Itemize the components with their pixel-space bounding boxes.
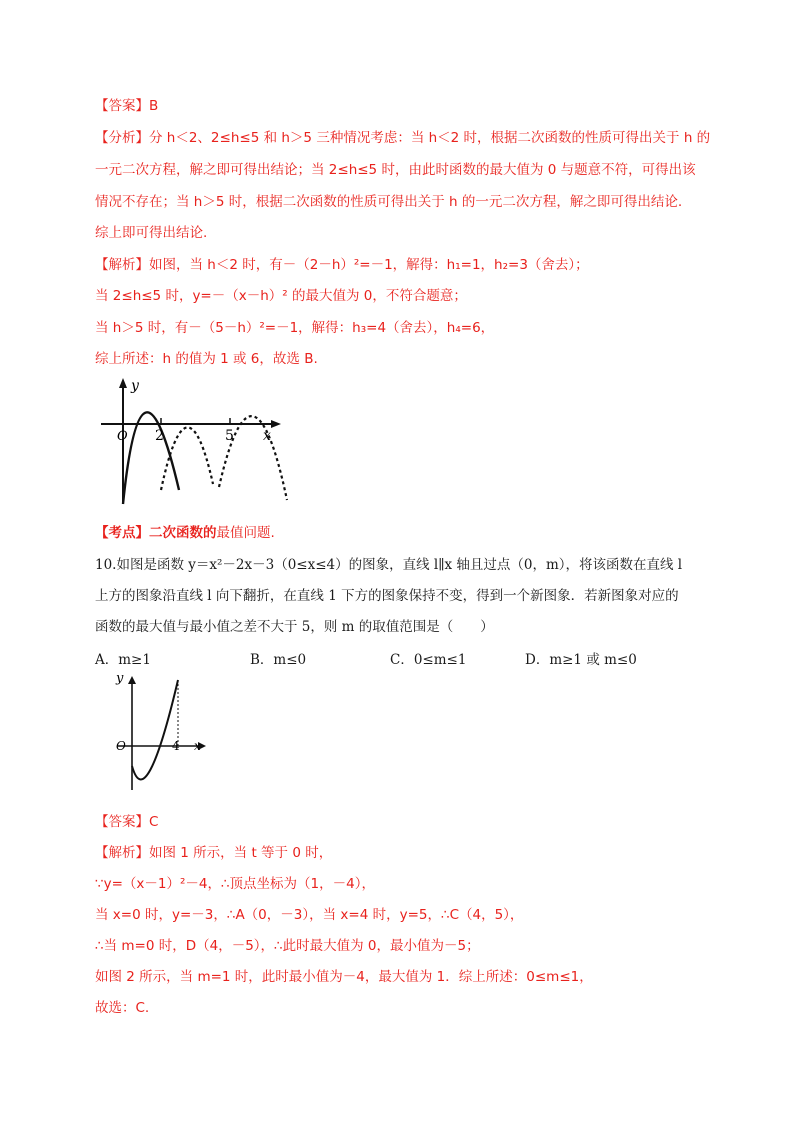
q9-origin-label: O (117, 429, 128, 444)
q9-x-label: x (263, 428, 271, 444)
solution-9-line-1: 【解析】如图，当 h＜2 时，有－（2－h）²=－1，解得：h₁=1，h₂=3（舍去）； (95, 257, 589, 273)
q10-y-label: y (116, 671, 124, 686)
kaodian-9 (95, 523, 275, 543)
analysis-line-1: 【分析】分 h＜2、2≤h≤5 和 h＞5 三种情况考虑：当 h＜2 时，根据二次函数的性质可得出关于 h 的 (95, 130, 711, 146)
solution-10-line-3: 当 x=0 时，y=－3，∴A（0，－3），当 x=4 时，y=5，∴C（4，5）， (95, 907, 524, 923)
answer-9: 【答案】B (95, 98, 159, 114)
option-d: D．m≥1 或 m≤0 (525, 652, 637, 668)
q10-stem-line-1: 10.如图是函数 y＝x²－2x－3（0≤x≤4）的图象，直线 l∥x 轴且过点（0，m），将该函数在直线 l (95, 557, 683, 573)
solution-10-line-5: 如图 2 所示，当 m=1 时，此时最小值为－4，最大值为 1．综上所述：0≤m≤1， (95, 969, 593, 985)
analysis-line-3: 情况不存在；当 h＞5 时，根据二次函数的性质可得出关于 h 的一元二次方程，解之即可得出结论. (95, 194, 683, 210)
q10-stem-line-2: 上方的图象沿直线 l 向下翻折，在直线 1 下方的图象保持不变，得到一个新图象．若新图象对应的 (95, 588, 679, 604)
option-c: C．0≤m≤1 (390, 652, 467, 668)
solution-9-line-4: 综上所述：h 的值为 1 或 6，故选 B. (95, 351, 318, 367)
answer-10: 【答案】C (95, 814, 159, 830)
analysis-line-2: 一元二次方程，解之即可得出结论；当 2≤h≤5 时，由此时函数的最大值为 0 与题意不符，可得出该 (95, 162, 696, 178)
solution-10-line-2: ∵y=（x－1）²－4，∴顶点坐标为（1，－4）， (95, 876, 375, 892)
q10-stem-line-3: 函数的最大值与最小值之差不大于 5，则 m 的取值范围是（ ） (95, 619, 494, 635)
solution-10-line-6: 故选：C. (95, 1000, 150, 1016)
kaodian-rest: 最值问题. (216, 525, 275, 541)
kaodian-label: 【考点】二次函数的 (95, 525, 217, 541)
analysis-line-4: 综上即可得出结论. (95, 225, 208, 241)
option-b: B．m≤0 (250, 652, 307, 668)
graph-q9 (95, 372, 295, 512)
solution-9-line-3: 当 h＞5 时，有－（5－h）²=－1，解得：h₃=4（舍去），h₄=6， (95, 320, 495, 336)
graph-q10 (110, 668, 220, 793)
q9-y-label: y (131, 378, 139, 394)
q9-tick-2: 2 (155, 428, 164, 444)
solution-10-line-4: ∴当 m=0 时，D（4，－5），∴此时最大值为 0，最小值为－5； (95, 938, 480, 954)
q10-origin-label: O (116, 739, 126, 753)
option-a: A．m≥1 (95, 652, 151, 668)
solution-9-line-2: 当 2≤h≤5 时，y=－（x－h）² 的最大值为 0，不符合题意； (95, 288, 467, 304)
q10-tick-4: 4 (172, 739, 180, 753)
q9-tick-5: 5 (225, 428, 234, 444)
q10-x-label: x (194, 739, 201, 753)
solution-10-line-1: 【解析】如图 1 所示，当 t 等于 0 时， (95, 845, 333, 861)
